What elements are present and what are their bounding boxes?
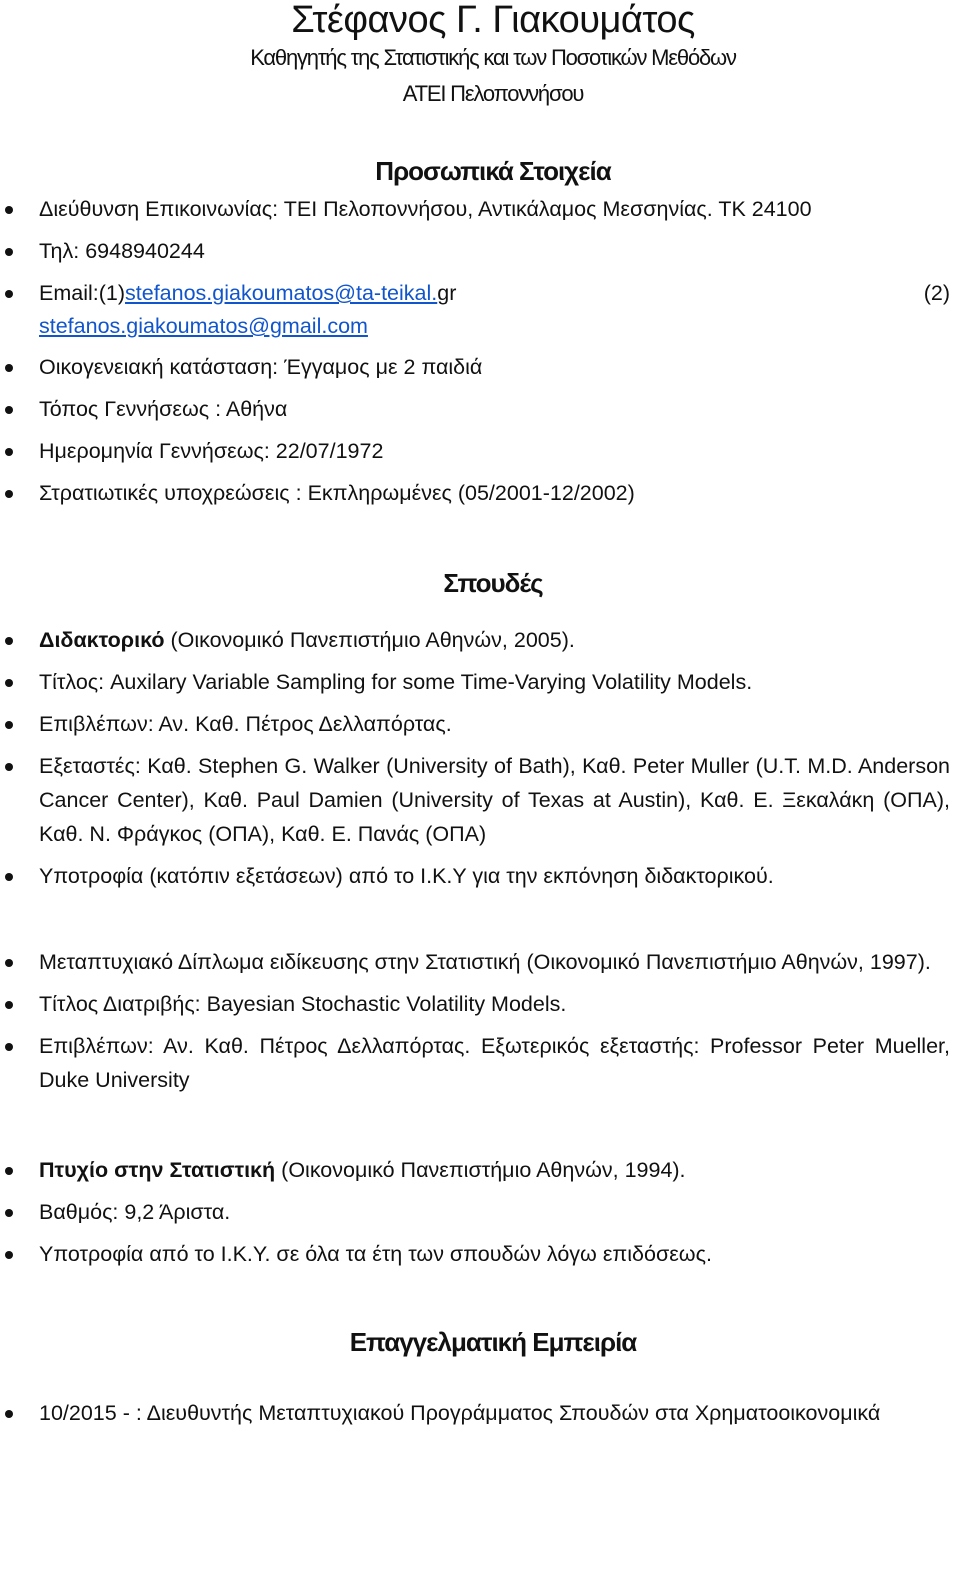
msc-list xyxy=(0,945,960,1097)
email-link-1[interactable]: stefanos.giakoumatos@ta-teikal. xyxy=(125,281,438,305)
list-item-email xyxy=(0,276,960,342)
list-item-phone: Τηλ: 6948940244 xyxy=(0,234,960,268)
email-tail-1: gr xyxy=(437,281,457,305)
list-item-bsc-grade: Βαθμός: 9,2 Άριστα. xyxy=(0,1195,960,1229)
email-link-2[interactable]: stefanos.giakoumatos@gmail.com xyxy=(39,314,368,338)
list-item-msc-supervisor: Επιβλέπων: Αν. Καθ. Πέτρος Δελλαπόρτας. Εξωτερικός εξεταστής: Professor Peter Mueller, Duke University xyxy=(0,1029,960,1097)
list-item-msc-thesis: Τίτλος Διατριβής: Bayesian Stochastic Volatility Models. xyxy=(0,987,960,1021)
author-name: Στέφανος Γ. Γιακουμάτος xyxy=(291,0,695,41)
bsc-degree-bold: Πτυχίο στην Στατιστική xyxy=(39,1158,276,1182)
author-position: Καθηγητής της Στατιστικής και των Ποσοτικών Μεθόδων xyxy=(250,45,736,70)
section-title-personal: Προσωπικά Στοιχεία xyxy=(375,156,611,186)
list-item-phd-examiners: Εξεταστές: Καθ. Stephen G. Walker (University of Bath), Καθ. Peter Muller (U.T. M.D. Anderson Cancer Center), Καθ. Paul Damien (University of Texas at Austin), Καθ. Ε. Ξεκαλάκη (ΟΠΑ), Καθ. Ν. Φράγκος (ΟΠΑ), Καθ. Ε. Πανάς (ΟΠΑ) xyxy=(0,749,960,851)
list-item-phd-degree xyxy=(0,623,960,657)
list-item-military: Στρατιωτικές υποχρεώσεις : Εκπληρωμένες (05/2001-12/2002) xyxy=(0,476,960,510)
list-item-phd-scholarship: Υποτροφία (κατόπιν εξετάσεων) από το Ι.Κ.Υ για την εκπόνηση διδακτορικού. xyxy=(0,859,960,893)
list-item-phd-supervisor: Επιβλέπων: Αν. Καθ. Πέτρος Δελλαπόρτας. xyxy=(0,707,960,741)
list-item-address: Διεύθυνση Επικοινωνίας: ΤΕΙ Πελοποννήσου, Αντικάλαμος Μεσσηνίας. ΤΚ 24100 xyxy=(0,192,960,226)
phd-degree-bold: Διδακτορικό xyxy=(39,628,165,652)
list-item-phd-thesis: Τίτλος: Auxilary Variable Sampling for some Time-Varying Volatility Models. xyxy=(0,665,960,699)
phd-degree-rest: (Οικονομικό Πανεπιστήμιο Αθηνών, 2005). xyxy=(164,628,575,652)
experience-list xyxy=(0,1396,960,1430)
cv-header xyxy=(26,0,960,112)
list-item-bsc-scholarship: Υποτροφία από το Ι.Κ.Υ. σε όλα τα έτη των σπουδών λόγω επιδόσεως. xyxy=(0,1237,960,1271)
bsc-degree-rest: (Οικονομικό Πανεπιστήμιο Αθηνών, 1994). xyxy=(275,1158,686,1182)
bsc-list xyxy=(0,1153,960,1271)
personal-list xyxy=(0,192,960,510)
author-institution: ΑΤΕΙ Πελοποννήσου xyxy=(402,81,584,106)
section-title-experience: Επαγγελματική Εμπειρία xyxy=(349,1327,637,1357)
email-label-2: (2) xyxy=(923,281,950,305)
list-item-msc-degree: Μεταπτυχιακό Δίπλωμα ειδίκευσης στην Στατιστική (Οικονομικό Πανεπιστήμιο Αθηνών, 1997). xyxy=(0,945,960,979)
section-title-studies: Σπουδές xyxy=(443,568,543,598)
email-prefix: Email:(1) xyxy=(39,281,126,305)
list-item-bsc-degree xyxy=(0,1153,960,1187)
list-item-birthplace: Τόπος Γεννήσεως : Αθήνα xyxy=(0,392,960,426)
list-item-birthdate: Ημερομηνία Γεννήσεως: 22/07/1972 xyxy=(0,434,960,468)
list-item-family: Οικογενειακή κατάσταση: Έγγαμος με 2 παιδιά xyxy=(0,350,960,384)
list-item-experience-1: 10/2015 - : Διευθυντής Μεταπτυχιακού Προγράμματος Σπουδών στα Χρηματοοικονομικά xyxy=(0,1396,960,1430)
phd-list xyxy=(0,623,960,893)
